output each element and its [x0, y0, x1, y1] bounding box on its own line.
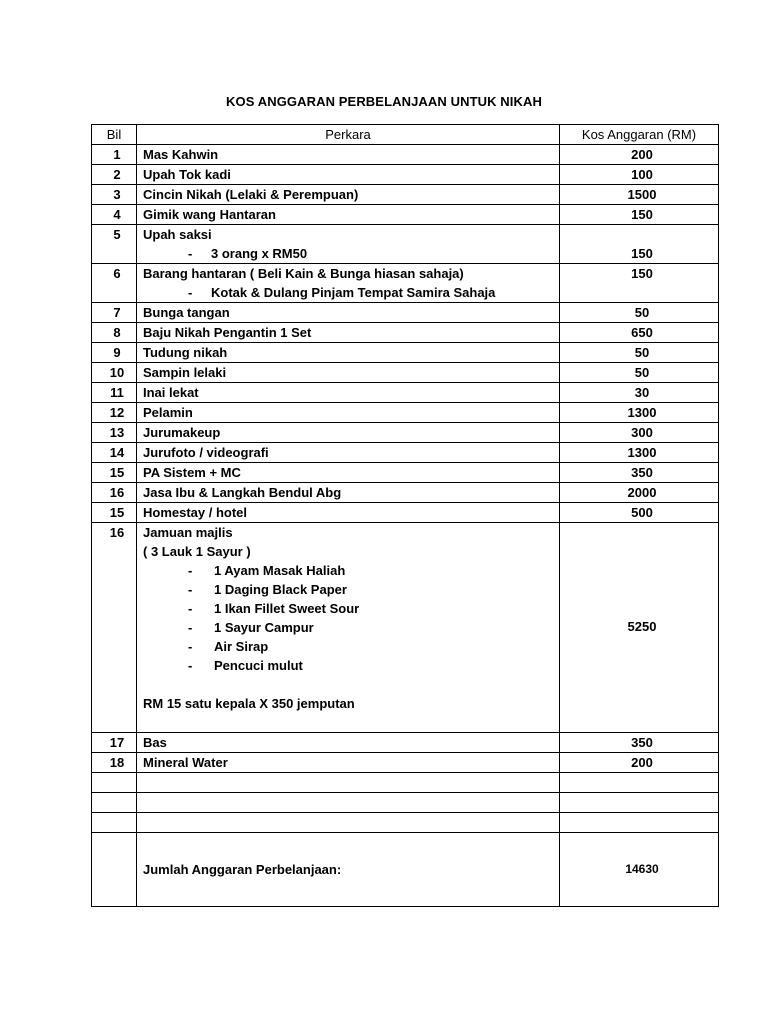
row-bil: 10 [92, 363, 137, 383]
row-item [137, 483, 560, 503]
table-row [92, 185, 719, 205]
row-item [137, 813, 560, 833]
table-row [92, 363, 719, 383]
row-item-text: Gimik wang Hantaran [143, 207, 276, 222]
row-item-text: Inai lekat [143, 385, 199, 400]
row-cost [560, 264, 719, 303]
row-cost [560, 733, 719, 753]
sub-item-dash: - [188, 639, 193, 654]
sub-item [143, 656, 559, 675]
table-row [92, 483, 719, 503]
row-cost-value: 1300 [627, 405, 657, 420]
row-item-text: Jurumakeup [143, 425, 221, 440]
row-item-text: Upah saksi [143, 227, 212, 242]
table-row-jamuan [92, 523, 719, 733]
row-bil: 17 [92, 733, 137, 753]
sub-item [143, 561, 559, 580]
row-item-text: Pelamin [143, 405, 193, 420]
row-cost [560, 165, 719, 185]
sub-item-dash: - [188, 285, 193, 300]
row-cost [560, 483, 719, 503]
row-bil: 6 [92, 264, 137, 303]
sub-item-text: 1 Daging Black Paper [214, 582, 347, 597]
row-bil: 16 [92, 523, 137, 733]
row-item [137, 753, 560, 773]
row-item-text: Tudung nikah [143, 345, 228, 360]
row-bil [92, 813, 137, 833]
header-perkara: Perkara [137, 125, 560, 145]
row-cost-value: 1300 [627, 445, 657, 460]
table-row-empty [92, 813, 719, 833]
row-item-text: Jamuan majlis [143, 525, 233, 540]
row-cost-value: 150 [631, 266, 653, 281]
row-bil: 18 [92, 753, 137, 773]
row-item-text: Bunga tangan [143, 305, 230, 320]
sub-item-dash: - [188, 658, 193, 673]
row-item [137, 205, 560, 225]
row-cost [560, 813, 719, 833]
row-item-note: RM 15 satu kepala X 350 jemputan [143, 696, 355, 711]
row-item [137, 523, 560, 733]
row-item-text: Jasa Ibu & Langkah Bendul Abg [143, 485, 342, 500]
row-cost-value: 500 [631, 505, 653, 520]
row-item-text: Mineral Water [143, 755, 228, 770]
spacer [566, 225, 718, 244]
row-item [137, 463, 560, 483]
row-item [137, 225, 560, 264]
row-bil: 5 [92, 225, 137, 264]
row-cost [560, 753, 719, 773]
row-cost [560, 423, 719, 443]
row-cost-value: 30 [634, 385, 650, 400]
row-cost-value: 200 [631, 755, 653, 770]
row-bil: 3 [92, 185, 137, 205]
row-item [137, 145, 560, 165]
header-bil: Bil [92, 125, 137, 145]
sub-item [143, 244, 559, 263]
table-row-empty [92, 793, 719, 813]
spacer [143, 713, 559, 732]
row-item [137, 185, 560, 205]
row-cost-value: 50 [634, 365, 650, 380]
row-item-text: Baju Nikah Pengantin 1 Set [143, 325, 312, 340]
row-item-subtitle: ( 3 Lauk 1 Sayur ) [143, 544, 251, 559]
row-item-text: PA Sistem + MC [143, 465, 241, 480]
row-bil: 13 [92, 423, 137, 443]
total-cost: 14630 [560, 833, 719, 907]
sub-item [143, 283, 559, 302]
sub-item [143, 618, 559, 637]
row-bil: 15 [92, 463, 137, 483]
row-cost [560, 225, 719, 264]
sub-item-text: 3 orang x RM50 [211, 246, 308, 261]
table-row [92, 383, 719, 403]
row-cost [560, 773, 719, 793]
row-bil: 16 [92, 483, 137, 503]
row-cost-value: 350 [631, 735, 653, 750]
row-item-text: Sampin lelaki [143, 365, 227, 380]
sub-item [143, 637, 559, 656]
row-item [137, 423, 560, 443]
row-item [137, 165, 560, 185]
row-cost-value: 300 [631, 425, 653, 440]
row-bil: 12 [92, 403, 137, 423]
budget-table [91, 124, 719, 907]
sub-item [143, 580, 559, 599]
row-item [137, 343, 560, 363]
row-bil [92, 833, 137, 907]
sub-item [143, 599, 559, 618]
table-row [92, 145, 719, 165]
table-row [92, 503, 719, 523]
row-cost-value: 350 [631, 465, 653, 480]
sub-item-text: Pencuci mulut [214, 658, 303, 673]
row-cost [560, 503, 719, 523]
table-header-row [92, 125, 719, 145]
row-cost-value: 1500 [627, 187, 657, 202]
row-item-text: Jurufoto / videografi [143, 445, 269, 460]
row-bil: 7 [92, 303, 137, 323]
sub-item-dash: - [188, 601, 193, 616]
row-item-text: Barang hantaran ( Beli Kain & Bunga hiasan sahaja) [143, 266, 464, 281]
row-cost [560, 383, 719, 403]
table-row-total [92, 833, 719, 907]
row-cost [560, 463, 719, 483]
row-item [137, 503, 560, 523]
row-cost [560, 185, 719, 205]
row-bil: 8 [92, 323, 137, 343]
sub-item-dash: - [188, 563, 193, 578]
table-row [92, 343, 719, 363]
sub-item-text: Air Sirap [214, 639, 269, 654]
row-item-text: Upah Tok kadi [143, 167, 231, 182]
sub-item-dash: - [188, 582, 193, 597]
row-item-text: Bas [143, 735, 167, 750]
row-item [137, 303, 560, 323]
sub-item-dash: - [188, 620, 193, 635]
row-bil: 4 [92, 205, 137, 225]
table-row [92, 443, 719, 463]
sub-item-text: 1 Sayur Campur [214, 620, 314, 635]
row-cost-value: 150 [631, 207, 653, 222]
row-cost [560, 303, 719, 323]
row-item [137, 403, 560, 423]
row-item [137, 383, 560, 403]
document-title: KOS ANGGARAN PERBELANJAAN UNTUK NIKAH [226, 94, 542, 109]
table-row [92, 463, 719, 483]
table-row [92, 423, 719, 443]
total-label: Jumlah Anggaran Perbelanjaan: [137, 833, 560, 907]
row-cost [560, 403, 719, 423]
row-item-text: Cincin Nikah (Lelaki & Perempuan) [143, 187, 359, 202]
table-row [92, 733, 719, 753]
table-body [92, 145, 719, 907]
row-cost-value: 2000 [627, 485, 657, 500]
row-bil: 9 [92, 343, 137, 363]
row-bil [92, 793, 137, 813]
row-bil: 2 [92, 165, 137, 185]
row-cost-value: 150 [631, 246, 653, 261]
row-cost [560, 205, 719, 225]
row-cost [560, 145, 719, 165]
row-item-text: Homestay / hotel [143, 505, 248, 520]
row-cost [560, 793, 719, 813]
row-cost-value: 200 [631, 147, 653, 162]
row-cost [560, 323, 719, 343]
row-cost-value: 50 [634, 345, 650, 360]
row-cost-value: 5250 [627, 619, 657, 634]
table-row [92, 753, 719, 773]
row-cost-value: 650 [631, 325, 653, 340]
row-bil: 14 [92, 443, 137, 463]
row-cost [560, 523, 719, 733]
row-bil: 1 [92, 145, 137, 165]
table-row [92, 303, 719, 323]
table-row [92, 225, 719, 264]
row-item [137, 793, 560, 813]
row-cost [560, 363, 719, 383]
spacer [143, 675, 559, 694]
table-row [92, 403, 719, 423]
table-row-empty [92, 773, 719, 793]
header-kos: Kos Anggaran (RM) [560, 125, 719, 145]
row-item [137, 264, 560, 303]
row-bil [92, 773, 137, 793]
sub-item-text: 1 Ayam Masak Haliah [214, 563, 346, 578]
sub-item-text: 1 Ikan Fillet Sweet Sour [214, 601, 360, 616]
row-cost [560, 443, 719, 463]
table-row [92, 264, 719, 303]
row-item [137, 733, 560, 753]
row-bil: 11 [92, 383, 137, 403]
table-row [92, 165, 719, 185]
row-item [137, 443, 560, 463]
row-item [137, 323, 560, 343]
table-row [92, 205, 719, 225]
row-item-text: Mas Kahwin [143, 147, 219, 162]
row-item [137, 363, 560, 383]
row-bil: 15 [92, 503, 137, 523]
row-cost-value: 100 [631, 167, 653, 182]
row-cost [560, 343, 719, 363]
row-cost-value: 50 [634, 305, 650, 320]
table-row [92, 323, 719, 343]
row-item [137, 773, 560, 793]
sub-item-text: Kotak & Dulang Pinjam Tempat Samira Sahaja [211, 285, 496, 300]
sub-item-dash: - [188, 246, 193, 261]
